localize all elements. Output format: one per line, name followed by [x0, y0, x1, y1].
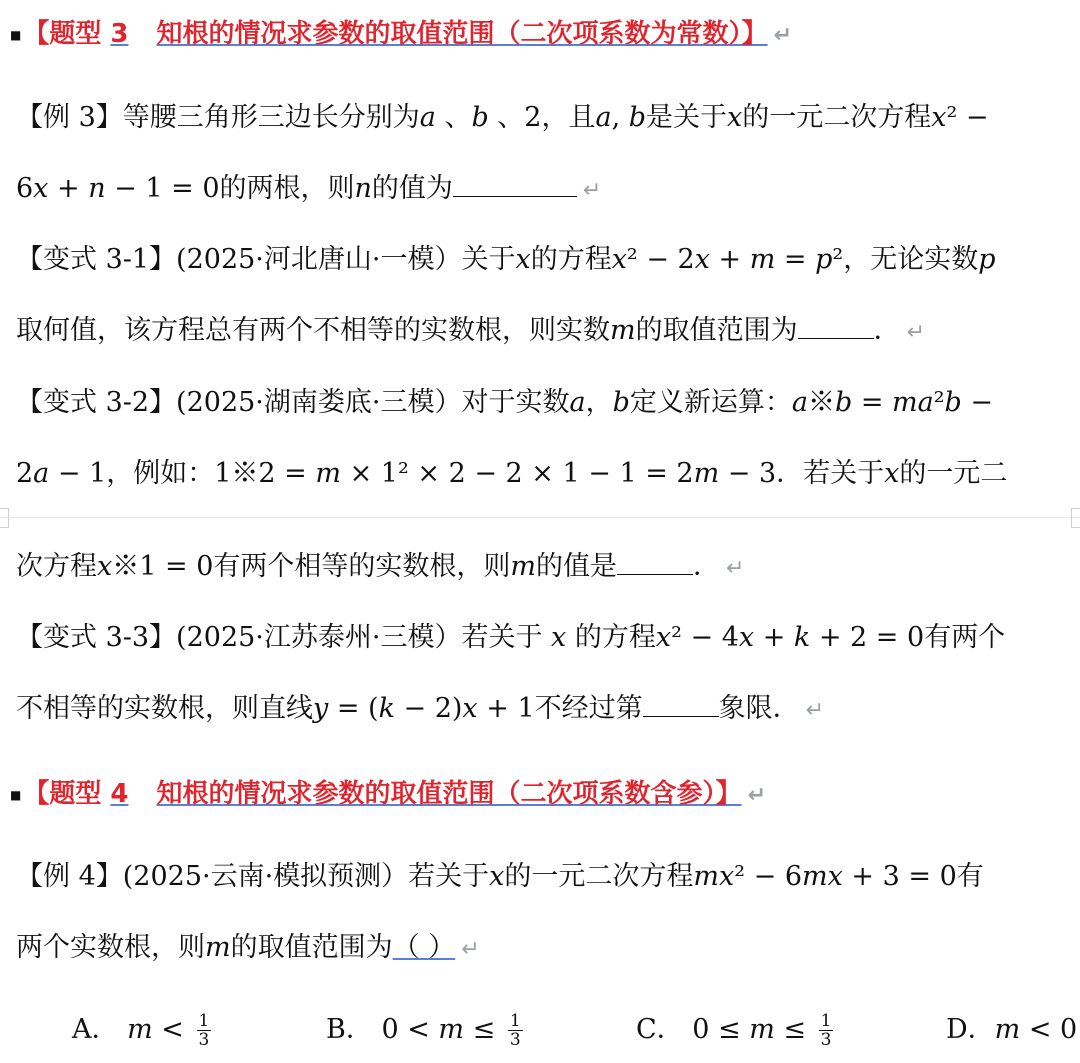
answer-blank[interactable] [453, 170, 577, 197]
heading-text: 知根的情况求参数的取值范围（二次项系数含参）】 [156, 779, 742, 809]
example-4-line-1: 【例 4】(2025·云南·模拟预测）若关于𝑥的一元二次方程𝑚𝑥² − 6𝑚𝑥 + 3 = 0有 [16, 861, 984, 892]
variant-3-3-line-2 [16, 689, 824, 731]
paragraph-mark-icon: ↵ [773, 23, 792, 48]
example-3-text: 6𝑥 + 𝑛 − 1 = 0的两根，则𝑛的值为 [16, 173, 453, 204]
variant-3-2-line-1: 【变式 3-2】(2025·湖南娄底·三模）对于实数𝑎，𝑏定义新运算：𝑎※𝑏 = 𝑚𝑎²𝑏 − [16, 387, 994, 418]
answer-blank[interactable] [643, 690, 719, 717]
page-break-line [0, 517, 1080, 518]
variant-3-3-text: 不相等的实数根，则直线𝑦 = (𝑘 − 2)𝑥 + 1不经过第 [16, 693, 643, 724]
period: ． [873, 315, 901, 346]
bullet-marker: ■ [10, 787, 22, 802]
fraction [197, 1012, 212, 1049]
choice-b[interactable] [326, 1010, 523, 1050]
choice-d[interactable] [946, 1010, 1077, 1050]
frac-num: 1 [820, 1011, 832, 1031]
choice-label: D． [946, 1014, 995, 1045]
heading-text: 知根的情况求参数的取值范围（二次项系数为常数）】 [156, 19, 768, 49]
frac-den: 3 [509, 1030, 521, 1050]
example-4-line-2 [16, 928, 480, 970]
choice-expr: 0 ≤ 𝑚 ≤ [692, 1014, 807, 1045]
answer-paren[interactable]: （ ） [392, 932, 456, 963]
variant-3-1-text: 取何值，该方程总有两个不相等的实数根，则实数𝑚的取值范围为 [16, 315, 798, 346]
choice-label: A． [72, 1014, 119, 1045]
variant-3-3-suffix: 象限． [718, 693, 800, 724]
paragraph-mark-icon: ↵ [906, 320, 926, 345]
heading-number: 3 [110, 19, 129, 49]
choice-a[interactable] [72, 1010, 211, 1050]
frac-num: 1 [198, 1011, 210, 1031]
frac-den: 3 [820, 1030, 832, 1050]
heading-prefix: 【题型 [23, 779, 111, 809]
page-corner-right [1071, 508, 1080, 528]
variant-3-2-line-2: 2𝑎 − 1，例如：1※2 = 𝑚 × 1² × 2 − 2 × 1 − 1 = 2𝑚 − 3．若关于𝑥的一元二 [16, 458, 1008, 489]
period: ． [692, 551, 720, 582]
frac-den: 3 [198, 1030, 210, 1050]
heading-type-4 [10, 774, 766, 816]
bullet-marker: ■ [10, 27, 22, 42]
choice-label: C． [636, 1014, 684, 1045]
choice-label: B． [326, 1014, 373, 1045]
paragraph-mark-icon: ↵ [747, 783, 766, 808]
example-4-text: 两个实数根，则𝑚的取值范围为 [16, 932, 393, 963]
paragraph-mark-icon: ↵ [725, 556, 745, 581]
heading-type-3 [10, 14, 792, 56]
variant-3-1-line-1: 【变式 3-1】(2025·河北唐山·一模）关于𝑥的方程𝑥² − 2𝑥 + 𝑚 = 𝑝²，无论实数𝑝 [16, 244, 996, 275]
paragraph-mark-icon: ↵ [805, 698, 825, 723]
choice-expr: 0 < 𝑚 ≤ [381, 1014, 496, 1045]
fraction [819, 1012, 834, 1049]
choice-expr: 𝑚 < [127, 1014, 184, 1045]
fraction [508, 1012, 523, 1049]
example-3-line-1: 【例 3】等腰三角形三边长分别为𝑎 、𝑏 、2，且𝑎, 𝑏是关于𝑥的一元二次方程𝑥² − [16, 102, 989, 133]
heading-prefix: 【题型 [23, 19, 111, 49]
example-3-line-2 [16, 169, 601, 211]
variant-3-3-line-1: 【变式 3-3】(2025·江苏泰州·三模）若关于 𝑥 的方程𝑥² − 4𝑥 + 𝑘 + 2 = 0有两个 [16, 622, 1006, 653]
variant-3-2-text: 次方程𝑥※1 = 0有两个相等的实数根，则𝑚的值是 [16, 551, 617, 582]
paragraph-mark-icon: ↵ [461, 937, 480, 962]
paragraph-mark-icon: ↵ [582, 178, 602, 203]
answer-blank[interactable] [617, 548, 693, 575]
page-corner-left [0, 508, 9, 528]
variant-3-2-line-3 [16, 547, 744, 589]
choice-expr: 𝑚 < 0 [994, 1014, 1078, 1045]
heading-number: 4 [110, 779, 129, 809]
choice-c[interactable] [636, 1010, 833, 1050]
frac-num: 1 [509, 1011, 521, 1031]
answer-blank[interactable] [798, 312, 874, 339]
variant-3-1-line-2 [16, 311, 925, 353]
